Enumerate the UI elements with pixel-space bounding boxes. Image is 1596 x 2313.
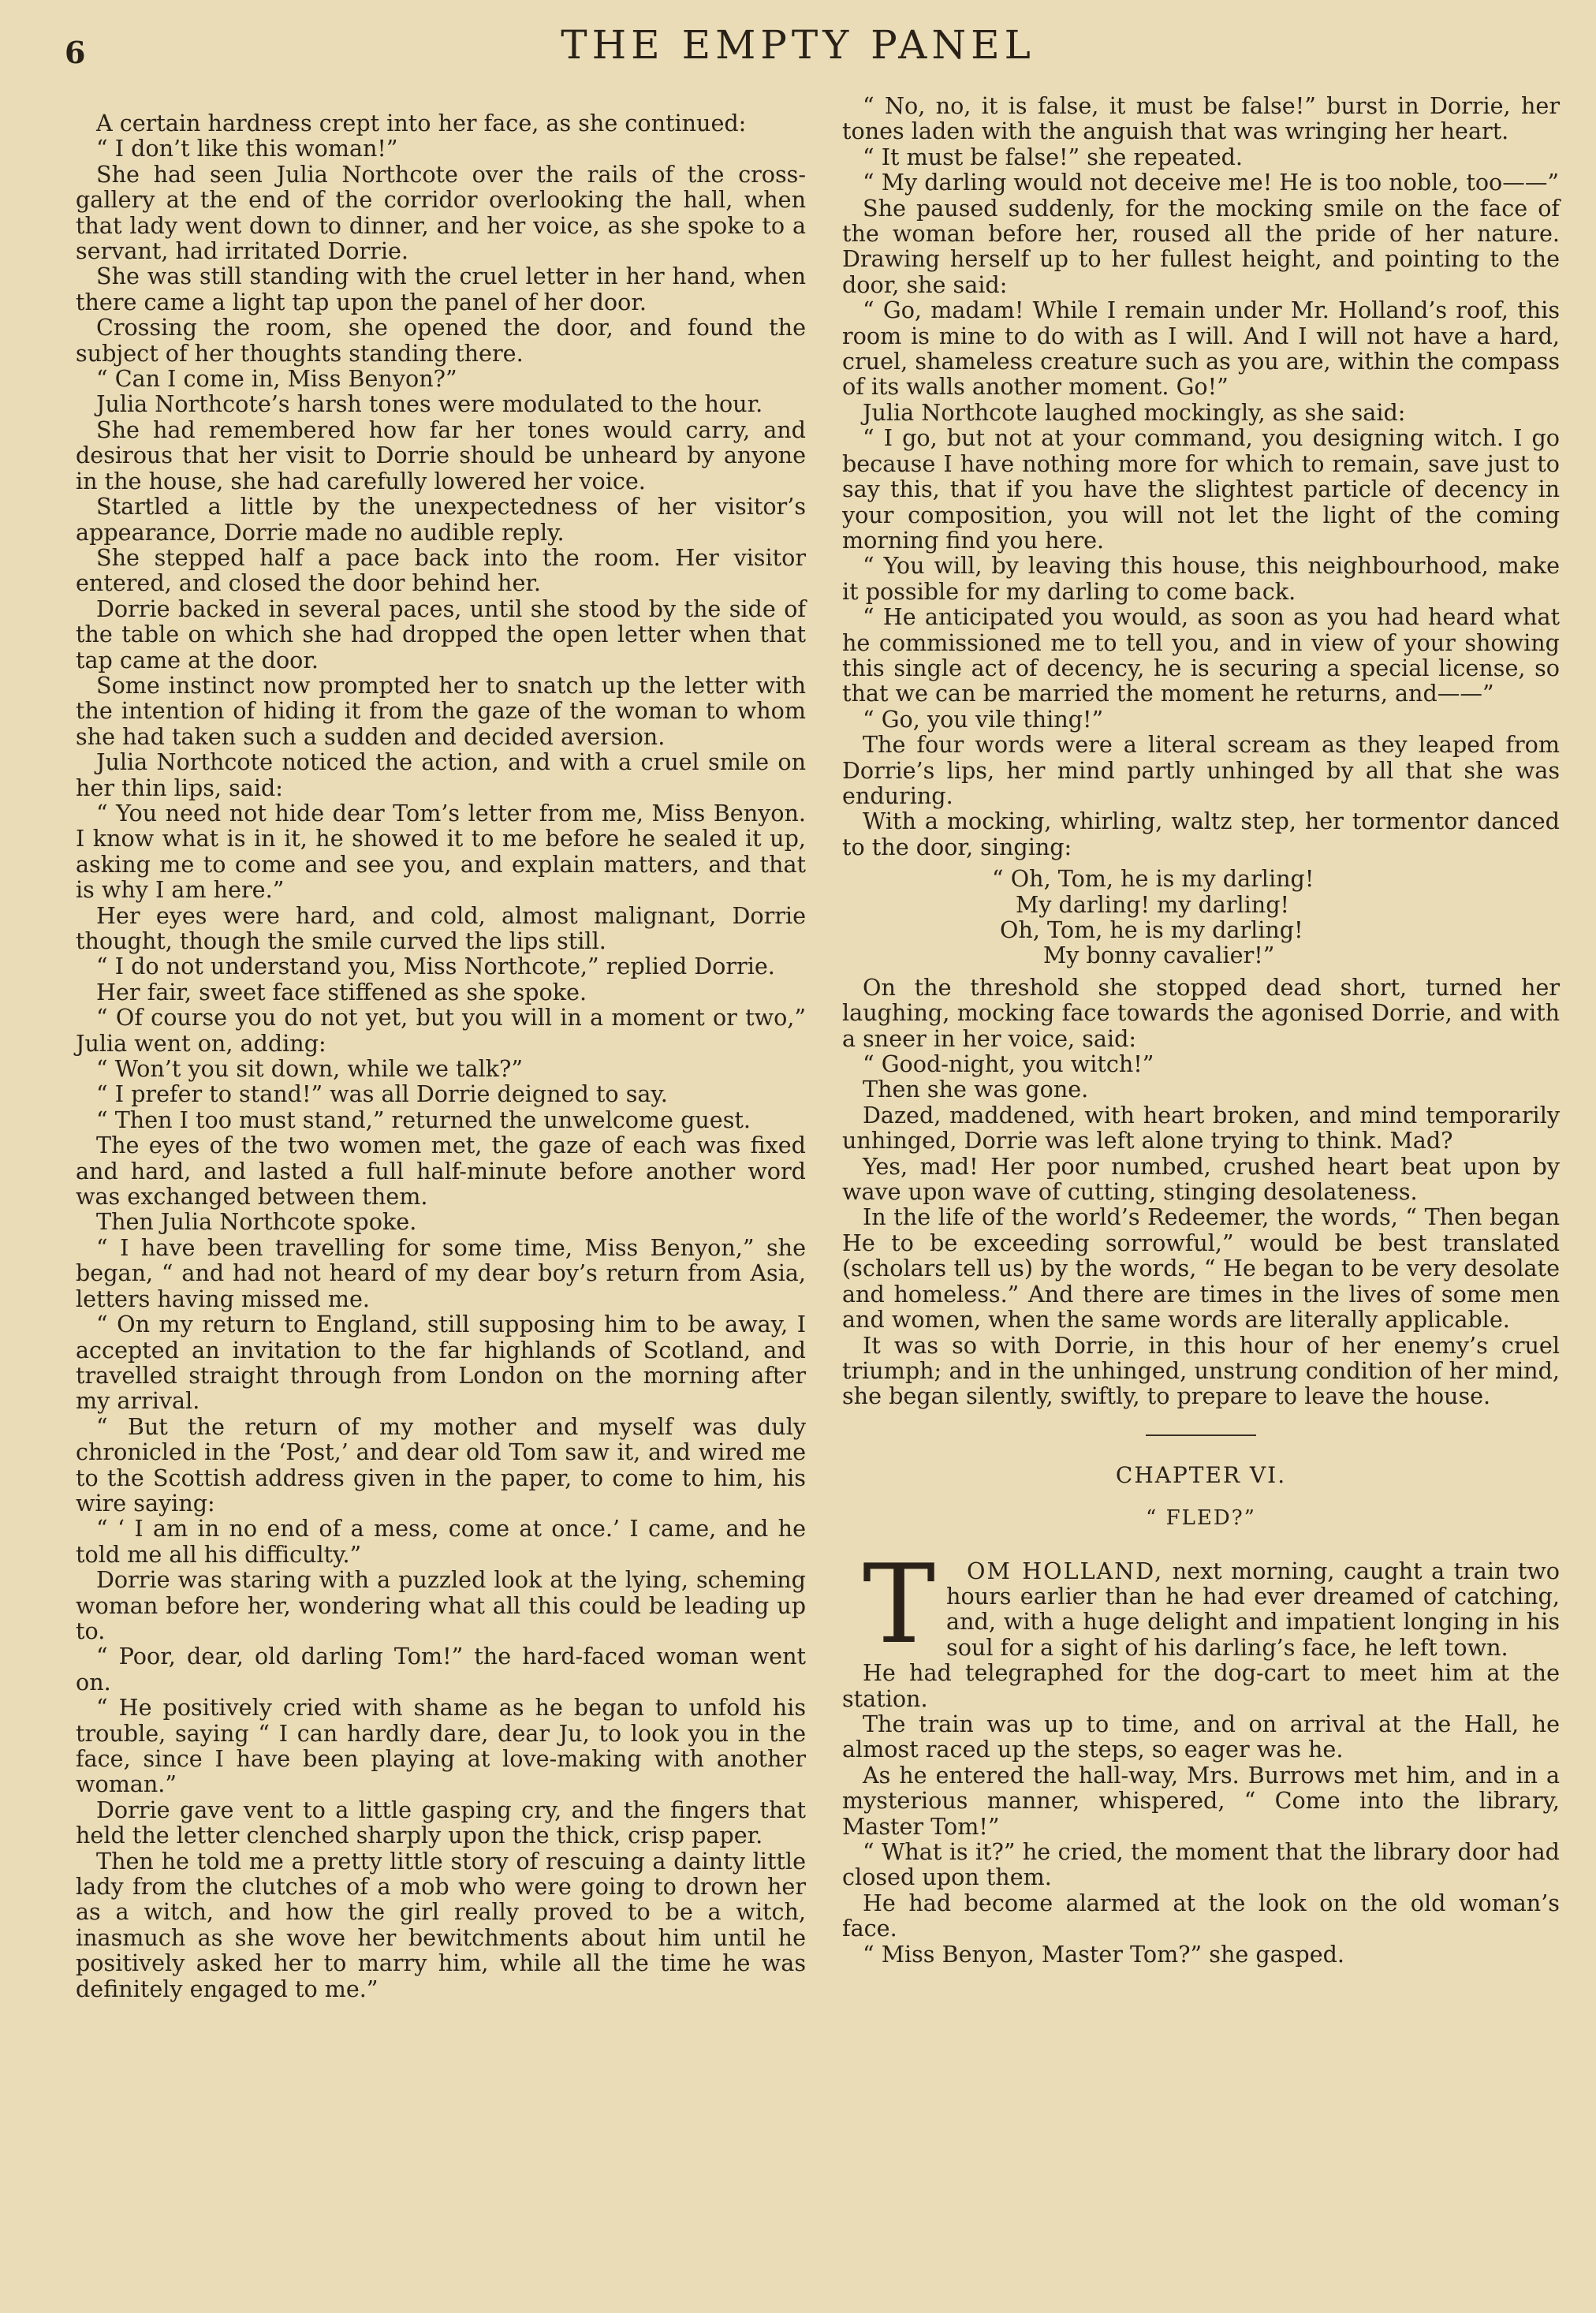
paragraph: “ Won’t you sit down, while we talk?” bbox=[96, 1055, 523, 1083]
running-title: THE EMPTY PANEL bbox=[561, 22, 1035, 68]
paragraph: Yes, mad! Her poor numbed, crushed heart beat upon by wave upon wave of cutting, stinging desolateness. bbox=[842, 1152, 1560, 1206]
paragraph: “ I go, but not at your command, you designing witch. I go because I have nothing more for which to remain, save just to say this, that if you have the slightest particle of decency in your composition, you will not let the light of the coming morning find you here. bbox=[842, 424, 1560, 554]
paragraph: “ Then I too must stand,” returned the unwelcome guest. bbox=[96, 1106, 751, 1133]
paragraph: Dazed, maddened, with heart broken, and mind temporarily unhinged, Dorrie was left alone trying to think. Mad? bbox=[842, 1101, 1560, 1155]
paragraph: Her eyes were hard, and cold, almost malignant, Dorrie thought, though the smile curved the lips still. bbox=[76, 901, 806, 954]
paragraph: “ I don’t like this woman!” bbox=[96, 135, 398, 162]
paragraph: “ No, no, it is false, it must be false!” burst in Dorrie, her tones laden with the anguish that was wringing her heart. bbox=[842, 92, 1560, 145]
paragraph: “ What is it?” he cried, the moment that the library door had closed upon them. bbox=[842, 1838, 1560, 1891]
paragraph: The train was up to time, and on arrival at the Hall, he almost raced up the steps, so eager was he. bbox=[842, 1710, 1560, 1763]
right-paragraphs-b bbox=[842, 975, 1560, 1409]
paragraph: “ Go, madam! While I remain under Mr. Holland’s roof, this room is mine to do with as I will. And I will not have a hard, cruel, shameless creature such as you are, within the compass of its walls another moment. Go!” bbox=[842, 297, 1560, 401]
paragraph: Julia Northcote laughed mockingly, as she said: bbox=[863, 398, 1406, 426]
paragraph: The four words were a literal scream as they leaped from Dorrie’s lips, her mind partly unhinged by all that she was enduring. bbox=[842, 731, 1560, 809]
paragraph: “ Miss Benyon, Master Tom?” she gasped. bbox=[863, 1940, 1345, 1968]
paragraph: “ On my return to England, still supposing him to be away, I accepted an invitation to the far highlands of Scotland, and travelled straight through from London on the morning after my arrival. bbox=[76, 1311, 806, 1415]
paragraph: Startled a little by the unexpectedness of her visitor’s appearance, Dorrie made no audible reply. bbox=[76, 493, 806, 546]
paragraph: Dorrie gave vent to a little gasping cry, and the fingers that held the letter clenched sharply upon the thick, crisp paper. bbox=[76, 1796, 806, 1849]
paragraph: With a mocking, whirling, waltz step, her tormentor danced to the door, singing: bbox=[842, 808, 1560, 860]
paragraph: “ You need not hide dear Tom’s letter from me, Miss Benyon. I know what is in it, he showed it to me before he sealed it up, asking me to come and see you, and explain matters, and that is why I am here.” bbox=[76, 799, 806, 904]
paragraph: She paused suddenly, for the mocking smile on the face of the woman before her, roused all the pride of her nature. Drawing herself up to her fullest height, and pointing to the door, she said: bbox=[842, 194, 1560, 298]
paragraph: Then he told me a pretty little story of rescuing a dainty little lady from the clutches of a mob who were going to drown her as a witch, and how the girl really proved to be a witch, inasmuch as she wove her bewitchments about him until he positively asked her to marry him, while all the time he was definitely engaged to me.” bbox=[76, 1847, 806, 2002]
opening-text: next morning, caught a train two hours earlier than he had ever dreamed of catching, and, with a huge delight and impatient longing in his soul for a sight of his darling’s face, he left town. bbox=[946, 1557, 1560, 1661]
paragraph: She had seen Julia Northcote over the rails of the cross-gallery at the end of the corridor overlooking the hall, when that lady went down to dinner, and her voice, as she spoke to a servant, had irritated Dorrie. bbox=[76, 160, 806, 265]
paragraph: She had remembered how far her tones would carry, and desirous that her visit to Dorrie should be unheard by anyone in the house, she had carefully lowered her voice. bbox=[76, 416, 806, 494]
left-column bbox=[76, 110, 806, 2001]
drop-cap: T bbox=[863, 1540, 936, 1668]
paragraph: It was so with Dorrie, in this hour of her enemy’s cruel triumph; and in the unhinged, unstrung condition of her mind, she began silently, swiftly, to prepare to leave the house. bbox=[842, 1331, 1560, 1410]
paragraph: In the life of the world’s Redeemer, the words, “ Then began He to be exceeding sorrowful,” would be best translated (scholars tell us) by the words, “ He began to be very desolate and homeless.” And there are times in the lives of some men and women, when the same words are literally applicable. bbox=[842, 1203, 1560, 1334]
song-line: “ Oh, Tom, he is my darling! bbox=[992, 865, 1314, 893]
paragraph: Then Julia Northcote spoke. bbox=[96, 1208, 417, 1236]
paragraph: “ Can I come in, Miss Benyon?” bbox=[96, 365, 457, 393]
paragraph: “ He anticipated you would, as soon as you had heard what he commissioned me to tell you, and in view of your showing this single act of decency, he is securing a special license, so that we can be married the moment he returns, and——” bbox=[842, 603, 1560, 707]
right-column bbox=[842, 93, 1560, 1967]
paragraph: “ But the return of my mother and myself was duly chronicled in the ‘Post,’ and dear old Tom saw it, and wired me to the Scottish address given in the paper, to come to him, his wire saying: bbox=[76, 1412, 806, 1517]
paragraph: A certain hardness crept into her face, as she continued: bbox=[96, 110, 747, 136]
paragraph: “ Good-night, you witch!” bbox=[863, 1050, 1154, 1078]
paragraph: “ You will, by leaving this house, this neighbourhood, make it possible for my darling to come back. bbox=[842, 552, 1560, 605]
paragraph: Some instinct now prompted her to snatch up the letter with the intention of hiding it from the gaze of the woman to whom she had taken such a sudden and decided aversion. bbox=[76, 671, 806, 750]
paragraph: “ My darling would not deceive me! He is too noble, too——” bbox=[863, 169, 1560, 196]
right-paragraphs-a bbox=[842, 93, 1560, 860]
paragraph: He had telegraphed for the dog-cart to meet him at the station. bbox=[842, 1659, 1560, 1712]
paragraph: “ It must be false!” she repeated. bbox=[863, 143, 1244, 170]
paragraph: Julia Northcote noticed the action, and with a cruel smile on her thin lips, said: bbox=[76, 748, 806, 801]
drop-cap-rest: OM HOLLAND, bbox=[967, 1557, 1164, 1584]
paragraph: “ ‘ I am in no end of a mess, come at once.’ I came, and he told me all his difficulty.” bbox=[76, 1515, 806, 1568]
paragraph: “ Go, you vile thing!” bbox=[863, 705, 1104, 733]
paragraph: Dorrie backed in several paces, until she stood by the side of the table on which she had dropped the open letter when that tap came at the door. bbox=[76, 595, 806, 673]
song-line: My bonny cavalier!” bbox=[1043, 942, 1275, 969]
chapter-opening-paragraph bbox=[842, 1540, 1560, 1668]
paragraph: On the threshold she stopped dead short, turned her laughing, mocking face towards the agonised Dorrie, and with a sneer in her voice, said: bbox=[842, 973, 1560, 1052]
paragraph: Dorrie was staring with a puzzled look at the lying, scheming woman before her, wondering what all this could be leading up to. bbox=[76, 1566, 806, 1644]
section-divider bbox=[1146, 1434, 1256, 1436]
paragraph: As he entered the hall-way, Mrs. Burrows met him, and in a mysterious manner, whispered, “ Come into the library, Master Tom!” bbox=[842, 1761, 1560, 1840]
chapter-heading: CHAPTER VI. bbox=[1115, 1461, 1287, 1488]
paragraph: “ I do not understand you, Miss Northcote,” replied Dorrie. bbox=[96, 953, 775, 980]
chapter-title: “ FLED?” bbox=[1146, 1506, 1256, 1531]
paragraph: She was still standing with the cruel letter in her hand, when there came a light tap upon the panel of her door. bbox=[76, 263, 806, 315]
paragraph: She stepped half a pace back into the room. Her visitor entered, and closed the door behind her. bbox=[76, 543, 806, 597]
song-line: My darling! my darling! bbox=[1016, 890, 1290, 918]
paragraph: Julia Northcote’s harsh tones were modulated to the hour. bbox=[96, 390, 763, 418]
paragraph: Her fair, sweet face stiffened as she spoke. bbox=[96, 978, 587, 1005]
page-number: 6 bbox=[65, 35, 86, 70]
song-verse bbox=[842, 866, 1560, 968]
paragraph: “ Of course you do not yet, but you will in a moment or two,” Julia went on, adding: bbox=[76, 1004, 806, 1057]
paragraph: Crossing the room, she opened the door, and found the subject of her thoughts standing there. bbox=[76, 314, 806, 367]
song-line: Oh, Tom, he is my darling! bbox=[1000, 916, 1303, 943]
paragraph: Then she was gone. bbox=[863, 1076, 1089, 1103]
paragraph: “ I have been travelling for some time, Miss Benyon,” she began, “ and had not heard of my dear boy’s return from Asia, letters having missed me. bbox=[76, 1233, 806, 1312]
paragraph: The eyes of the two women met, the gaze of each was fixed and hard, and lasted a full half-minute before another word was exchanged between them. bbox=[76, 1132, 806, 1211]
paragraph: “ I prefer to stand!” was all Dorrie deigned to say. bbox=[96, 1080, 668, 1108]
paragraph: “ Poor, dear, old darling Tom!” the hard-faced woman went on. bbox=[76, 1643, 806, 1696]
right-paragraphs-c bbox=[842, 1660, 1560, 1967]
paragraph: “ He positively cried with shame as he began to unfold his trouble, saying “ I can hardly dare, dear Ju, to look you in the face, since I have been playing at love-making with another woman.” bbox=[76, 1694, 806, 1798]
paragraph: He had become alarmed at the look on the old woman’s face. bbox=[842, 1889, 1560, 1942]
